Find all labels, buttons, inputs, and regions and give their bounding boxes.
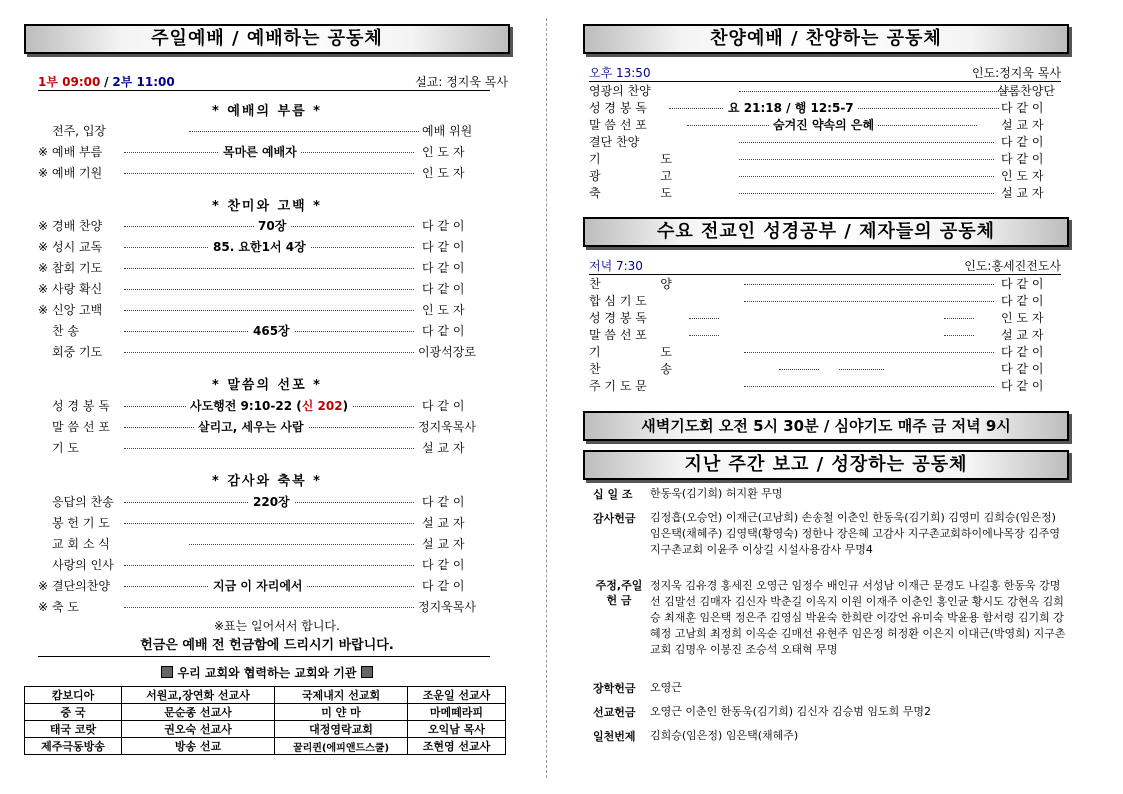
section-title-call: * 예배의 부름 * (212, 104, 322, 119)
report-names: 정지욱 김유경 홍세진 오영근 임정수 배인규 서성남 이재근 문경도 나길홍 한동욱 강명선 김말선 김매자 김신자 박춘길 이옥지 이원 이재주 이춘인 홍인균 황시도 강현옥 김희승 최재훈 임은택 정은주 김영심 박윤숙 한희란 이강언 유미숙 박윤용 함서령 김기희 강혜정 고남희 최정희 이옥순 김매선 유현주 임은정 허정환 이은지 이대근(박영희) 지구촌교회 김명우 이봉진 조승석 오태혁 무명 (650, 579, 1066, 656)
report-names: 김정흡(오승언) 이재근(고남희) 손송철 이춘인 한동욱(김기희) 김영미 김희승(임은정) 임은택(채혜주) 김영택(황영숙) 정한나 장은혜 고감사 지구촌교회하이에나목장 김주영 지구촌교회 이윤주 이상길 시설사용감사 무명4 (650, 511, 1061, 556)
item-role: 다 같 이 (422, 240, 465, 254)
order-item (24, 398, 494, 414)
wednesday-study-title: 수요 전교인 성경공부 / 제자들의 공동체 (583, 217, 1069, 247)
order-item (24, 260, 494, 276)
wed-time: 저녁 7:30 (589, 259, 643, 273)
order-item (589, 134, 1061, 151)
item-role: 샬롬찬양단 (997, 84, 1055, 98)
dot-leader (124, 523, 414, 524)
order-item (589, 327, 1061, 344)
item-label: 말 씀 선 포 (589, 328, 647, 342)
order-item (24, 578, 494, 594)
dot-leader (944, 335, 974, 336)
sunday-service-title: 주일예배 / 예배하는 공동체 (24, 24, 510, 54)
item-label: 신앙 고백 (52, 303, 103, 317)
item-label: 결단의찬양 (52, 579, 110, 593)
praise-rule (589, 81, 1061, 82)
report-names: 오영근 (650, 681, 682, 694)
item-label: 기 도 (52, 441, 79, 455)
item-role: 설 교 자 (422, 516, 465, 530)
item-role: 인 도 자 (422, 145, 465, 159)
item-label: 찬 양 (589, 277, 700, 291)
dot-leader (124, 448, 414, 449)
item-label: 전주, 입장 (52, 124, 106, 138)
item-role: 다 같 이 (1001, 101, 1044, 115)
scripture-reading (186, 398, 352, 414)
praise-time: 오후 13:50 (589, 66, 651, 80)
order-item (24, 323, 494, 339)
dot-leader (689, 335, 719, 336)
order-item (589, 151, 1061, 168)
standing-mark: ※ (38, 303, 49, 317)
order-item (24, 123, 494, 139)
item-role: 다 같 이 (422, 399, 465, 413)
order-item (24, 344, 494, 360)
item-detail: 숨겨진 약속의 은혜 (769, 117, 878, 134)
item-label: 축 도 (589, 186, 700, 200)
dot-leader (779, 369, 819, 370)
dot-leader (124, 565, 414, 566)
right-panel (583, 0, 1071, 794)
item-role: 인 도 자 (1001, 169, 1044, 183)
item-role: 다 같 이 (1001, 362, 1044, 376)
item-label: 기 도 (589, 345, 700, 359)
item-role: 이광석장로 (418, 345, 476, 359)
item-label: 성 경 봉 독 (589, 311, 647, 325)
table-cell: 대정영락교회 (275, 721, 408, 738)
dot-leader (739, 91, 1009, 92)
item-label: 주 기 도 문 (589, 379, 647, 393)
report-label: 선교헌금 (593, 706, 636, 719)
report-weekly-offering (583, 578, 1071, 674)
item-role: 인 도 자 (422, 303, 465, 317)
item-label: 예배 부름 (52, 145, 103, 159)
item-role: 다 같 이 (422, 558, 465, 572)
item-role: 정지욱목사 (418, 600, 476, 614)
standing-mark: ※ (38, 579, 49, 593)
item-label: 회중 기도 (52, 345, 103, 359)
dot-leader (124, 352, 414, 353)
item-detail: 요 21:18 / 행 12:5-7 (724, 100, 858, 117)
item-role: 다 같 이 (422, 324, 465, 338)
item-role: 다 같 이 (1001, 294, 1044, 308)
box-bullet-icon (361, 666, 373, 678)
order-item (589, 117, 1061, 134)
report-label: 장학헌금 (593, 682, 636, 695)
partners-table (24, 686, 506, 755)
report-names: 김희승(임은정) 임은택(채혜주) (650, 729, 799, 742)
section-title-word: * 말씀의 선포 * (212, 378, 322, 393)
item-label: 결단 찬양 (589, 135, 640, 149)
standing-mark: ※ (38, 261, 49, 275)
table-cell: 마메떼라피 (408, 704, 506, 721)
dot-leader (124, 289, 414, 290)
first-service-time: 1부 09:00 (38, 75, 101, 89)
table-cell: 제주극동방송 (25, 738, 122, 755)
report-label: 주정,주일 헌 금 (595, 579, 643, 607)
item-label: 기 도 (589, 152, 700, 166)
dot-leader (744, 386, 994, 387)
weekly-report-title: 지난 주간 보고 / 성장하는 공동체 (583, 450, 1069, 480)
standing-mark: ※ (38, 166, 49, 180)
dot-leader (689, 318, 719, 319)
order-item (589, 344, 1061, 361)
dot-leader (944, 318, 974, 319)
item-role: 다 같 이 (1001, 345, 1044, 359)
order-item (589, 168, 1061, 185)
order-item (589, 310, 1061, 327)
report-label: 십 일 조 (593, 488, 633, 501)
section-title-thanks: * 감사와 축복 * (212, 474, 322, 489)
item-role: 다 같 이 (422, 495, 465, 509)
item-label: 사랑 확신 (52, 282, 103, 296)
order-item (589, 293, 1061, 310)
partners-heading (24, 665, 510, 681)
order-item (24, 419, 494, 435)
item-label: 경배 찬양 (52, 219, 103, 233)
praise-time-row (589, 65, 1061, 82)
item-role: 다 같 이 (422, 219, 465, 233)
dot-leader (189, 131, 419, 132)
wed-leader: 인도:홍세진전도사 (964, 259, 1061, 273)
item-role: 인 도 자 (422, 166, 465, 180)
table-cell: 방송 선교 (122, 738, 275, 755)
wed-time-row (589, 258, 1061, 275)
dot-leader (189, 544, 414, 545)
item-label: 찬 송 (52, 324, 79, 338)
item-label: 참회 기도 (52, 261, 103, 275)
report-tithe (583, 486, 1071, 503)
item-label: 축 도 (52, 600, 79, 614)
item-label: 합 심 기 도 (589, 294, 647, 308)
item-detail: 지금 이 자리에서 (209, 578, 307, 594)
order-item (24, 599, 494, 615)
item-role: 설 교 자 (1001, 186, 1044, 200)
table-row (25, 721, 506, 738)
box-bullet-icon (161, 666, 173, 678)
standing-mark: ※ (38, 282, 49, 296)
standing-mark: ※ (38, 145, 49, 159)
standing-mark: ※ (38, 219, 49, 233)
offering-rule (38, 656, 490, 657)
scripture-close: ) (342, 399, 349, 413)
dot-leader (839, 369, 884, 370)
table-cell: 중 국 (25, 704, 122, 721)
item-label: 광 고 (589, 169, 700, 183)
sunday-service-panel (24, 0, 510, 794)
dot-leader (739, 193, 994, 194)
offering-note: 헌금은 예배 전 헌금함에 드리시기 바랍니다. (140, 638, 394, 653)
item-detail: 85. 요한1서 4장 (209, 239, 310, 255)
item-detail: 465장 (249, 323, 294, 339)
table-row (25, 738, 506, 755)
order-item (24, 218, 494, 234)
second-service-time: 2부 11:00 (112, 75, 175, 89)
page-divider (546, 18, 547, 778)
order-item (24, 536, 494, 552)
table-cell: 오익남 목사 (408, 721, 506, 738)
table-cell: 권오숙 선교사 (122, 721, 275, 738)
item-detail: 220장 (249, 494, 294, 510)
order-item (24, 494, 494, 510)
order-item (589, 100, 1061, 117)
report-label: 일천번제 (593, 730, 636, 743)
order-item (589, 83, 1061, 100)
order-item (24, 239, 494, 255)
item-role: 다 같 이 (1001, 379, 1044, 393)
dot-leader (124, 607, 414, 608)
dot-leader (124, 310, 414, 311)
report-thousand-offering (583, 728, 1071, 745)
table-cell: 태국 코랏 (25, 721, 122, 738)
table-cell: 캄보디아 (25, 687, 122, 704)
order-item (24, 515, 494, 531)
item-label: 말 씀 선 포 (589, 118, 647, 132)
item-label: 예배 기원 (52, 166, 103, 180)
table-cell: 서원교,장연화 선교사 (122, 687, 275, 704)
standing-mark: ※ (38, 240, 49, 254)
item-label: 성 경 봉 독 (52, 399, 110, 413)
order-item (24, 440, 494, 456)
wed-rule (589, 274, 1061, 275)
item-role: 다 같 이 (422, 261, 465, 275)
dot-leader (739, 142, 994, 143)
section-title-praise: * 찬미와 고백 * (212, 199, 322, 214)
service-times-row (38, 74, 508, 90)
dawn-prayer-banner: 새벽기도회 오전 5시 30분 / 심야기도 매주 금 저녁 9시 (583, 411, 1069, 441)
item-role: 설 교 자 (422, 537, 465, 551)
preacher-name: 설교: 정지욱 목사 (415, 75, 508, 89)
standing-mark: ※ (38, 600, 49, 614)
item-role: 다 같 이 (1001, 135, 1044, 149)
item-role: 다 같 이 (1001, 277, 1044, 291)
order-item (589, 378, 1061, 395)
dot-leader (739, 176, 994, 177)
order-item (589, 276, 1061, 293)
order-item (24, 557, 494, 573)
report-thanks (583, 510, 1071, 574)
report-scholarship (583, 680, 1071, 697)
item-label: 교 회 소 식 (52, 537, 110, 551)
dot-leader (124, 173, 414, 174)
table-cell: 조현영 선교사 (408, 738, 506, 755)
item-label: 응답의 찬송 (52, 495, 114, 509)
item-label: 찬 송 (589, 362, 700, 376)
table-cell: 문순종 선교사 (122, 704, 275, 721)
table-cell: 미 얀 마 (275, 704, 408, 721)
dot-leader (744, 284, 994, 285)
order-item (24, 302, 494, 318)
report-names: 한동욱(김기희) 허지환 무명 (650, 487, 783, 500)
dot-leader (744, 352, 994, 353)
item-role: 예배 위원 (422, 124, 473, 138)
praise-service-title: 찬양예배 / 찬양하는 공동체 (583, 24, 1069, 54)
order-item (24, 144, 494, 160)
table-row (25, 704, 506, 721)
dot-leader (124, 268, 414, 269)
order-item (24, 165, 494, 181)
table-cell: 조운일 선교사 (408, 687, 506, 704)
order-item (24, 281, 494, 297)
table-row (25, 687, 506, 704)
item-detail: 70장 (254, 218, 290, 234)
report-label: 감사헌금 (593, 512, 636, 525)
header-rule (38, 90, 490, 91)
report-names: 오영근 이춘인 한동욱(김기희) 김신자 김승범 임도희 무명2 (650, 705, 931, 718)
item-label: 말 씀 선 포 (52, 420, 110, 434)
partners-title: 우리 교회와 협력하는 교회와 기관 (177, 666, 357, 680)
scripture-text: 사도행전 9:10-22 ( (190, 399, 302, 413)
item-role: 인 도 자 (1001, 311, 1044, 325)
item-label: 봉 헌 기 도 (52, 516, 110, 530)
praise-leader: 인도:정지욱 목사 (971, 66, 1061, 80)
item-role: 다 같 이 (422, 579, 465, 593)
item-detail: 목마른 예배자 (219, 144, 301, 160)
item-role: 다 같 이 (1001, 152, 1044, 166)
dot-leader (739, 159, 994, 160)
item-label: 성시 교독 (52, 240, 103, 254)
item-label: 영광의 찬양 (589, 84, 651, 98)
dot-leader (744, 301, 994, 302)
item-label: 성 경 봉 독 (589, 101, 647, 115)
order-item (589, 185, 1061, 202)
standing-note: ※표는 일어서서 합니다. (214, 619, 340, 633)
item-role: 설 교 자 (1001, 118, 1044, 132)
order-item (589, 361, 1061, 378)
item-role: 다 같 이 (422, 282, 465, 296)
sermon-title: 살리고, 세우는 사람 (194, 419, 308, 435)
item-label: 사랑의 인사 (52, 558, 114, 572)
item-role: 정지욱목사 (418, 420, 476, 434)
item-role: 설 교 자 (422, 441, 465, 455)
table-cell: 국제내지 선교회 (275, 687, 408, 704)
table-cell: 꿀리퀸(에피앤드스쿨) (275, 738, 408, 755)
report-mission (583, 704, 1071, 721)
time-separator: / (104, 75, 109, 89)
item-role: 설 교 자 (1001, 328, 1044, 342)
scripture-hymn-ref: 신 202 (301, 399, 343, 413)
